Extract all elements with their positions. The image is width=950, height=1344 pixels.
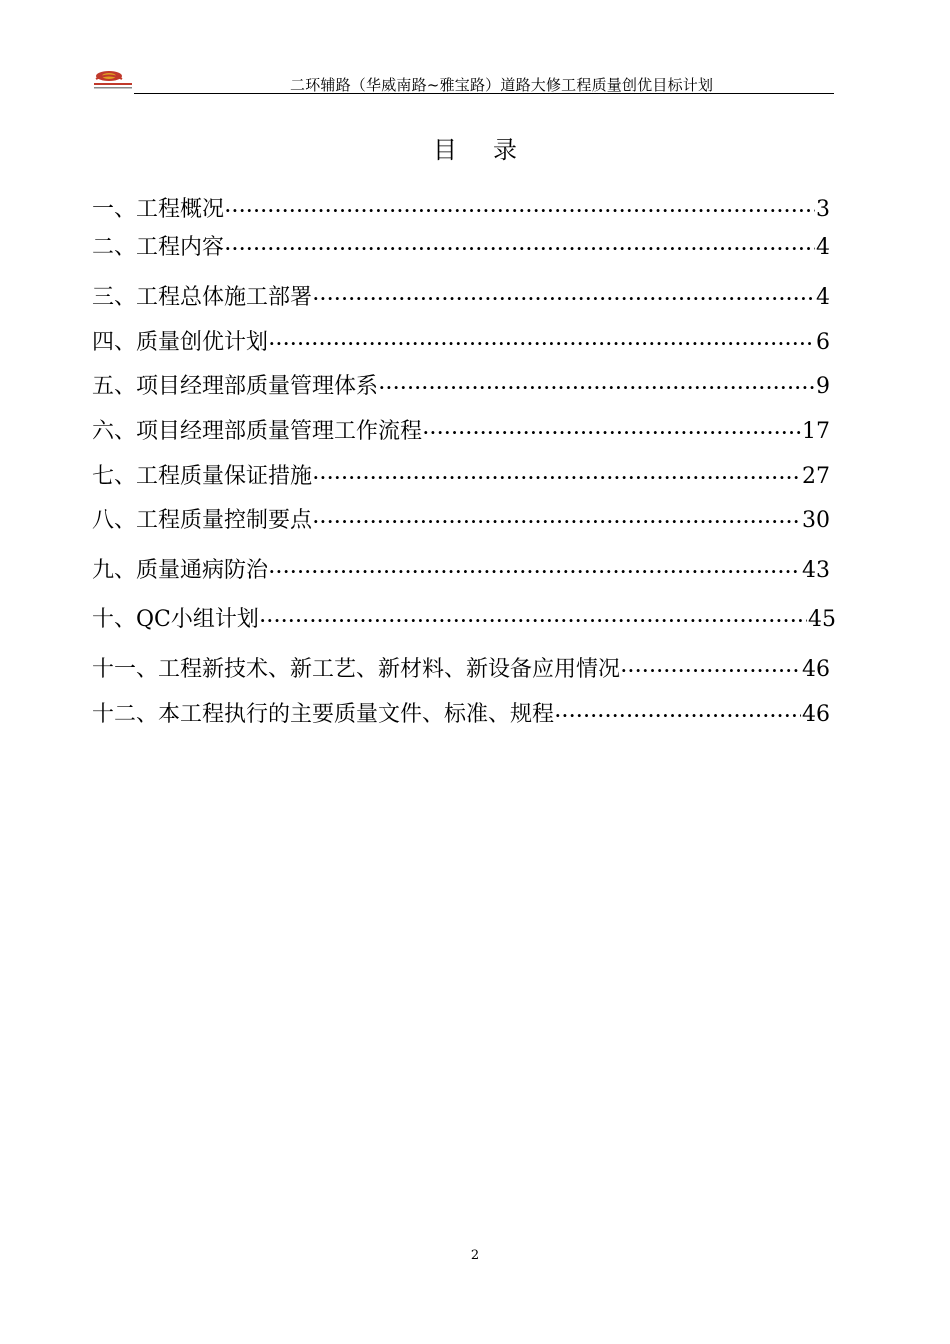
dot-leader xyxy=(313,512,801,531)
toc-entry-page: 3 xyxy=(816,197,830,222)
toc-entry[interactable] xyxy=(92,230,830,262)
toc-entry-page: 45 xyxy=(808,607,836,632)
toc-entry[interactable] xyxy=(92,503,830,535)
dot-leader xyxy=(225,201,815,220)
toc-entry[interactable] xyxy=(92,553,830,585)
header-title: 二环辅路（华威南路~雅宝路）道路大修工程质量创优目标计划 xyxy=(290,76,714,94)
toc-entry-page: 6 xyxy=(816,330,830,355)
toc-entry[interactable] xyxy=(92,325,830,357)
toc-entry-label: 八、工程质量控制要点 xyxy=(92,508,313,533)
toc-entry-page: 4 xyxy=(816,235,830,260)
dot-leader xyxy=(379,378,815,397)
toc-entry[interactable] xyxy=(92,280,830,312)
toc-entry-label: 九、质量通病防治 xyxy=(92,558,269,583)
dot-leader xyxy=(621,661,801,680)
toc-entry-label: 四、质量创优计划 xyxy=(92,330,269,355)
dot-leader xyxy=(423,423,801,442)
dot-leader xyxy=(269,334,815,353)
toc-entry-page: 30 xyxy=(802,508,830,533)
toc-entry[interactable] xyxy=(92,697,830,729)
toc-entry[interactable] xyxy=(92,414,830,446)
toc-entry-label: 十、QC小组计划 xyxy=(92,607,259,632)
toc-entry-label: 一、工程概况 xyxy=(92,197,225,222)
toc-entry-label: 三、工程总体施工部署 xyxy=(92,285,313,310)
toc-entry-page: 46 xyxy=(802,657,830,682)
toc-entry[interactable] xyxy=(92,459,830,491)
toc-entry-label: 十一、工程新技术、新工艺、新材料、新设备应用情况 xyxy=(92,657,621,682)
toc-entry-page: 17 xyxy=(802,419,830,444)
toc-title-char: 录 xyxy=(493,136,517,164)
dot-leader xyxy=(269,562,801,581)
toc-title-char: 目 xyxy=(433,136,457,164)
dot-leader xyxy=(313,468,801,487)
toc-entry-page: 46 xyxy=(802,702,830,727)
toc-entry[interactable] xyxy=(92,652,830,684)
dot-leader xyxy=(313,289,815,308)
toc-entry[interactable] xyxy=(92,602,836,634)
toc-entry-page: 43 xyxy=(802,558,830,583)
toc-entry-label: 六、项目经理部质量管理工作流程 xyxy=(92,419,423,444)
toc-entry[interactable] xyxy=(92,369,830,401)
toc-entry-page: 4 xyxy=(816,285,830,310)
toc-entry-label: 五、项目经理部质量管理体系 xyxy=(92,374,379,399)
company-logo-icon xyxy=(92,66,134,92)
dot-leader xyxy=(225,239,815,258)
toc-entry-page: 27 xyxy=(802,464,830,489)
toc-entry[interactable] xyxy=(92,192,830,224)
toc-entry-label: 七、工程质量保证措施 xyxy=(92,464,313,489)
toc-entry-label: 十二、本工程执行的主要质量文件、标准、规程 xyxy=(92,702,555,727)
dot-leader xyxy=(555,706,801,725)
page-number: 2 xyxy=(470,1248,480,1263)
toc-entry-page: 9 xyxy=(816,374,830,399)
toc-title xyxy=(0,130,950,165)
page-header xyxy=(0,0,950,100)
dot-leader xyxy=(260,611,807,630)
toc-entry-label: 二、工程内容 xyxy=(92,235,225,260)
